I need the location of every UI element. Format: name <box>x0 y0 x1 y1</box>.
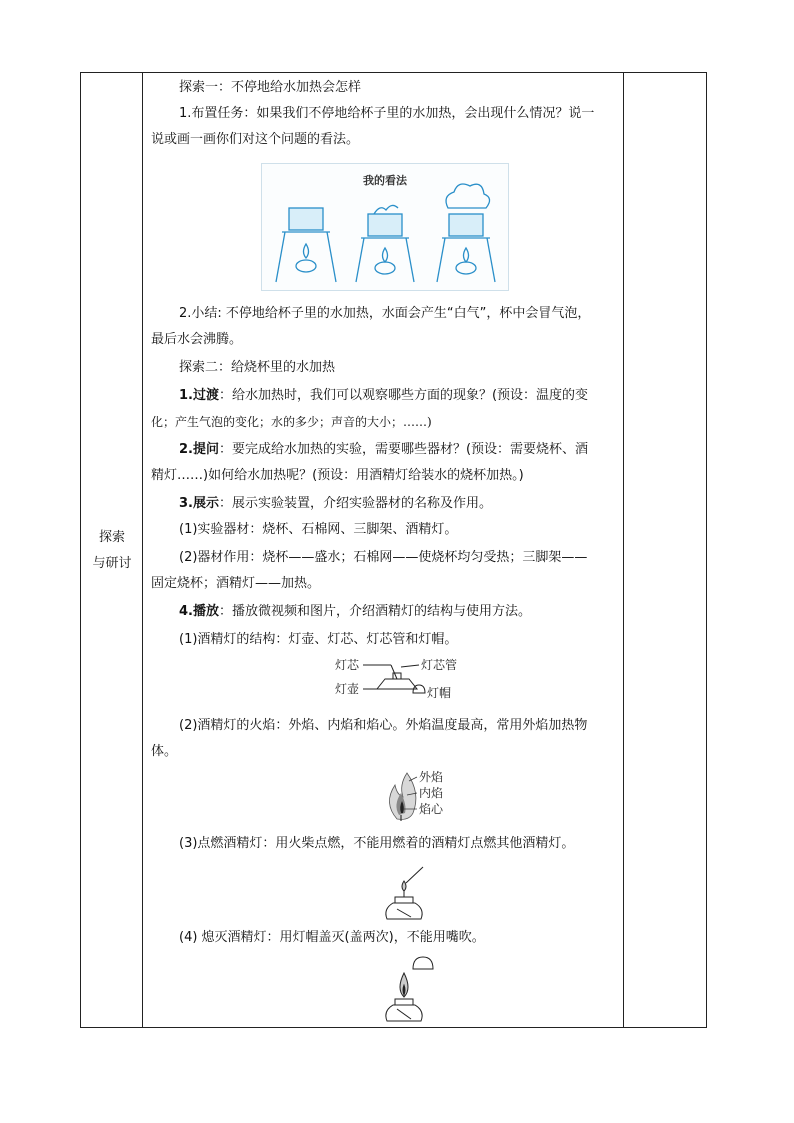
summary-line1: 2.小结: 不停地给杯子里的水加热，水面会产生“白气”，杯中会冒气泡， <box>179 306 591 321</box>
setup-3 <box>437 184 495 282</box>
explore1-title: 探索一：不停地给水加热会怎样 <box>179 80 362 95</box>
step4-item2-line2: 体。 <box>151 744 178 759</box>
task-line2: 说或画一画你们对这个问题的看法。 <box>151 132 360 147</box>
step2-line2: 精灯……)如何给水加热呢？(预设：用酒精灯给装水的烧杯加热。) <box>151 468 524 483</box>
lighting-lamp-drawing <box>377 865 437 923</box>
opinion-drawing <box>262 164 508 290</box>
label-outer-flame: 外焰 <box>419 770 444 784</box>
extinguish-lamp-figure <box>377 951 437 1025</box>
step3-item1: (1)实验器材：烧杯、石棉网、三脚架、酒精灯。 <box>179 522 458 537</box>
label-pot: 灯壶 <box>335 682 360 696</box>
setup-1 <box>276 208 336 282</box>
step4-item3: (3)点燃酒精灯：用火柴点燃，不能用燃着的酒精灯点燃其他酒精灯。 <box>179 836 575 851</box>
step1-text: ：给水加热时，我们可以观察哪些方面的现象？(预设：温度的变 <box>218 388 589 403</box>
step3-number: 3.展示 <box>179 496 219 511</box>
step2-number: 2.提问 <box>179 442 219 457</box>
left-column <box>81 73 143 1027</box>
section-label <box>81 525 143 577</box>
flame-drawing <box>375 765 475 823</box>
label-flame-core: 焰心 <box>419 802 444 816</box>
step4-item4: (4) 熄灭酒精灯：用灯帽盖灭(盖两次)，不能用嘴吹。 <box>179 930 485 945</box>
label-wick-tube: 灯芯管 <box>421 658 458 672</box>
step2-line1 <box>151 437 653 463</box>
explore2-title: 探索二：给烧杯里的水加热 <box>179 360 336 375</box>
step3-item2-line2: 固定烧杯；酒精灯——加热。 <box>151 576 321 591</box>
step4-line1 <box>151 599 653 625</box>
lighting-lamp-figure <box>377 865 437 923</box>
step1-number: 1.过渡 <box>179 388 219 403</box>
summary-line2: 最后水会沸腾。 <box>151 332 243 347</box>
step2-text: ：要完成给水加热的实验，需要哪些器材？(预设：需要烧杯、酒 <box>218 442 589 457</box>
lamp-structure-figure <box>331 655 481 705</box>
figure-caption: 我的看法 <box>363 174 407 187</box>
task-line1: 1.布置任务：如果我们不停地给杯子里的水加热，会出现什么情况？说一 <box>179 106 595 121</box>
step4-number: 4.播放 <box>179 604 219 619</box>
flame-figure <box>375 765 475 823</box>
step1-line1 <box>151 383 653 409</box>
label-inner-flame: 内焰 <box>419 786 444 800</box>
step3-item2-line1: (2)器材作用：烧杯——盛水；石棉网——使烧杯均匀受热；三脚架—— <box>179 550 588 565</box>
lesson-table <box>80 72 707 1028</box>
section-label-line1: 探索 <box>98 530 125 545</box>
lamp-structure-drawing <box>331 655 481 705</box>
step3-text: ：展示实验装置，介绍实验器材的名称及作用。 <box>218 496 492 511</box>
extinguish-lamp-drawing <box>377 951 437 1025</box>
label-wick: 灯芯 <box>335 658 360 672</box>
step4-text: ：播放微视频和图片，介绍酒精灯的结构与使用方法。 <box>218 604 531 619</box>
step4-item2-line1: (2)酒精灯的火焰：外焰、内焰和焰心。外焰温度最高，常用外焰加热物 <box>179 718 588 733</box>
step3-line1 <box>151 491 653 517</box>
step1-line2: 化；产生气泡的变化；水的多少；声音的大小；……) <box>151 415 432 429</box>
opinion-figure <box>261 163 509 291</box>
setup-2 <box>356 205 414 282</box>
section-label-line2: 与研讨 <box>92 556 132 571</box>
label-cap: 灯帽 <box>427 686 452 700</box>
step4-item1: (1)酒精灯的结构：灯壶、灯芯、灯芯管和灯帽。 <box>179 632 458 647</box>
